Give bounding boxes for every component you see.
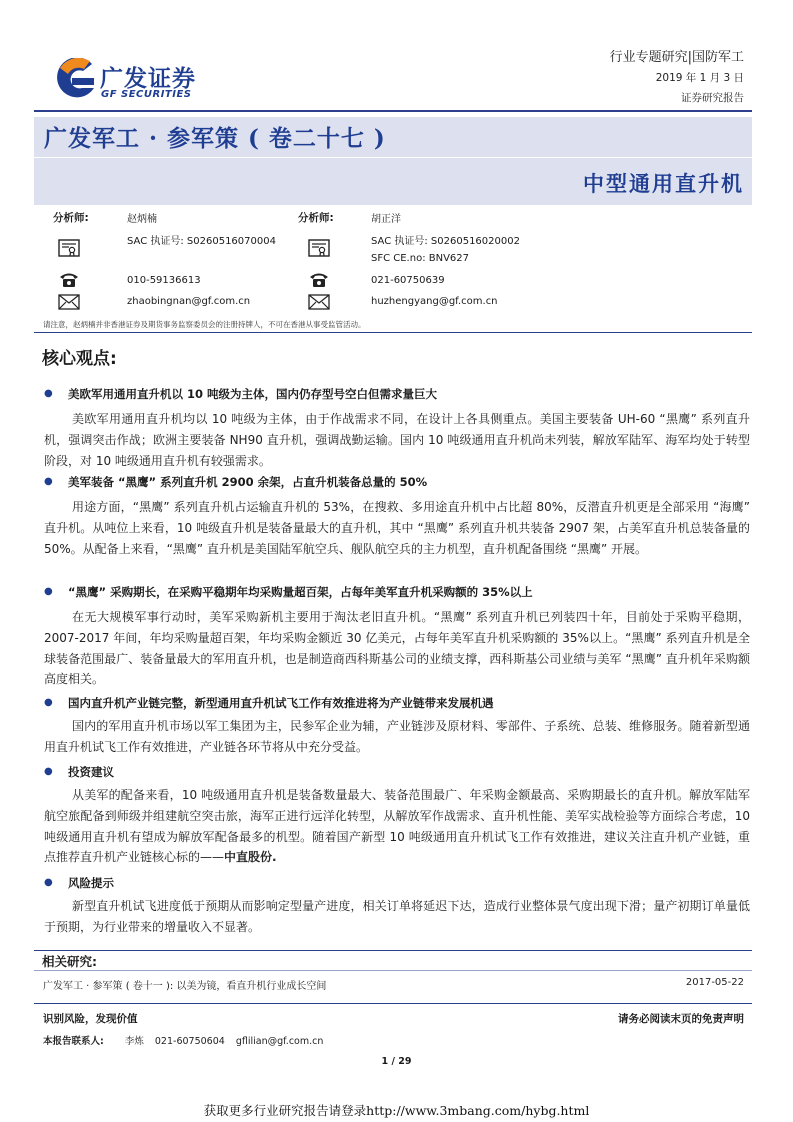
related-research-date: 2017-05-22 <box>685 977 744 988</box>
bullet-icon: ● <box>44 388 53 399</box>
section-body <box>44 785 750 868</box>
analyst-2-email[interactable]: huzhengyang@gf.com.cn <box>371 296 498 307</box>
email-icon <box>308 293 330 311</box>
footer-slogan: 识别风险，发现价值 <box>43 1013 138 1025</box>
section-body-text: 从美军的配备来看，10 吨级通用直升机是装备数量最大、装备范围最广、年采购金额最高、采购期最长的直升机。解放军陆军航空旅配备到师级并组建航空突击旅，海军正进行远洋化转型，从解放军作战需求、直升机性能、美军实战检验等方面综合考虑，10 吨级通用直升机有望成为解放军配备最多的机型。随着国产新型 10 吨级通用直升机试飞工作有效推进，建议关注直升机产业链，重点推荐直升机产业链核心标的—— <box>44 788 750 865</box>
section-divider <box>34 332 752 333</box>
analyst-1-phone: 010-59136613 <box>127 275 201 286</box>
certificate-icon <box>308 239 330 257</box>
analyst-2-cert: SAC 执证号: S0260516020002 <box>371 236 520 247</box>
section-heading: 美军装备 “黑鹰” 系列直升机 2900 余架，占直升机装备总量的 50% <box>68 475 428 489</box>
bullet-icon: ● <box>44 697 53 708</box>
header-divider <box>34 110 752 112</box>
page-number: 1 / 29 <box>381 1056 412 1067</box>
bullet-icon: ● <box>44 586 53 597</box>
regulatory-notice: 请注意，赵炳楠并非香港证券及期货事务监察委员会的注册持牌人，不可在香港从事受监管活动。 <box>43 320 366 329</box>
related-research-title: 相关研究: <box>42 954 97 969</box>
analyst-2-sfc: SFC CE.no: BNV627 <box>371 253 470 264</box>
analyst-1-email[interactable]: zhaobingnan@gf.com.cn <box>127 296 251 307</box>
phone-icon <box>308 271 330 289</box>
footer-disclaimer-note: 请务必阅读末页的免责声明 <box>618 1013 744 1025</box>
promo-link[interactable]: 获取更多行业研究报告请登录http://www.3mbang.com/hybg.html <box>203 1103 590 1118</box>
contact-name: 李炼 <box>124 1036 144 1047</box>
title-divider <box>34 157 752 158</box>
email-icon <box>58 293 80 311</box>
section-heading: 风险提示 <box>68 876 114 890</box>
section-heading: 投资建议 <box>68 765 114 779</box>
section-heading: 国内直升机产业链完整，新型通用直升机试飞工作有效推进将为产业链带来发展机遇 <box>68 696 494 710</box>
contact-email[interactable]: gflilian@gf.com.cn <box>235 1036 324 1047</box>
recommended-stock: 中直股份. <box>224 850 277 865</box>
core-views-title: 核心观点: <box>42 349 117 369</box>
phone-icon <box>58 271 80 289</box>
analyst-1-name: 赵炳楠 <box>127 214 157 225</box>
footer-divider <box>34 1003 752 1004</box>
report-date: 2019 年 1 月 3 日 <box>655 72 744 84</box>
bullet-icon: ● <box>44 476 53 487</box>
contact-phone: 021-60750604 <box>154 1036 225 1047</box>
analyst-2-phone: 021-60750639 <box>371 275 445 286</box>
section-body: 美欧军用通用直升机均以 10 吨级为主体，由于作战需求不同，在设计上各具侧重点。美国主要装备 UH-60 “黑鹰” 系列直升机，强调突击作战；欧洲主要装备 NH90 直升机，强调战勤运输。国内 10 吨级通用直升机尚未列装，解放军陆军、海军均处于转型阶段，对 10 吨级通用直升机有较强需求。 <box>44 412 750 468</box>
report-title: 广发军工 · 参军策 ( 卷二十七 ) <box>44 125 386 152</box>
bullet-icon: ● <box>44 877 53 888</box>
gf-logo-icon <box>52 58 98 104</box>
company-logo <box>52 58 207 104</box>
report-type: 证券研究报告 <box>681 92 744 104</box>
logo-text-en: GF SECURITIES <box>101 89 192 100</box>
report-contact <box>43 1033 323 1047</box>
section-body: 用途方面，“黑鹰” 系列直升机占运输直升机的 53%，在搜救、多用途直升机中占比超 80%，反潜直升机更是全部采用 “海鹰” 直升机。从吨位上来看，10 吨级直升机是装备量最大的直升机，其中 “黑鹰” 系列直升机共装备 2907 架，占美军直升机总装备量的 50%。从配备上来看，“黑鹰” 直升机是美国陆军航空兵、舰队航空兵的主力机型，直升机配备围绕 “黑鹰” 开展。 <box>44 500 750 556</box>
report-category: 行业专题研究|国防军工 <box>609 50 744 65</box>
contact-label: 本报告联系人: <box>43 1036 104 1047</box>
analyst-2-name: 胡正洋 <box>371 214 401 225</box>
section-body: 国内的军用直升机市场以军工集团为主，民参军企业为辅，产业链涉及原材料、零部件、子系统、总装、维修服务。随着新型通用直升机试飞工作有效推进，产业链各环节将从中充分受益。 <box>44 719 750 754</box>
analyst-1-label: 分析师: <box>53 212 89 224</box>
section-body: 在无大规模军事行动时，美军采购新机主要用于淘汰老旧直升机。“黑鹰” 系列直升机已列装四十年，目前处于采购平稳期，2007-2017 年间，年均采购量超百架，年均采购金额近 30 亿美元，占每年美军直升机采购额的 35%以上。“黑鹰” 系列直升机是全球装备范围最广、装备量最大的军用直升机，也是制造商西科斯基公司的业绩支撑，西科斯基公司业绩与美军 “黑鹰” 直升机年采购额高度相关。 <box>44 610 750 687</box>
certificate-icon <box>58 239 80 257</box>
section-body: 新型直升机试飞进度低于预期从而影响定型量产进度，相关订单将延迟下达，造成行业整体景气度出现下滑；量产初期订单量低于预期，为行业带来的增量收入不显著。 <box>44 899 750 934</box>
related-divider <box>34 970 752 971</box>
analyst-1-cert: SAC 执证号: S0260516070004 <box>127 236 276 247</box>
report-subtitle: 中型通用直升机 <box>583 171 744 196</box>
section-divider <box>34 950 752 951</box>
related-research-item[interactable]: 广发军工 · 参军策 ( 卷十一 ): 以美为镜，看直升机行业成长空间 <box>43 981 327 992</box>
section-heading: 美欧军用通用直升机以 10 吨级为主体，国内仍存型号空白但需求量巨大 <box>68 387 438 401</box>
logo-text-cn: 广发证券 <box>100 66 196 92</box>
section-heading: “黑鹰” 采购期长，在采购平稳期年均采购量超百架，占每年美军直升机采购额的 35%以上 <box>68 585 533 599</box>
analyst-2-label: 分析师: <box>298 212 334 224</box>
bullet-icon: ● <box>44 766 53 777</box>
